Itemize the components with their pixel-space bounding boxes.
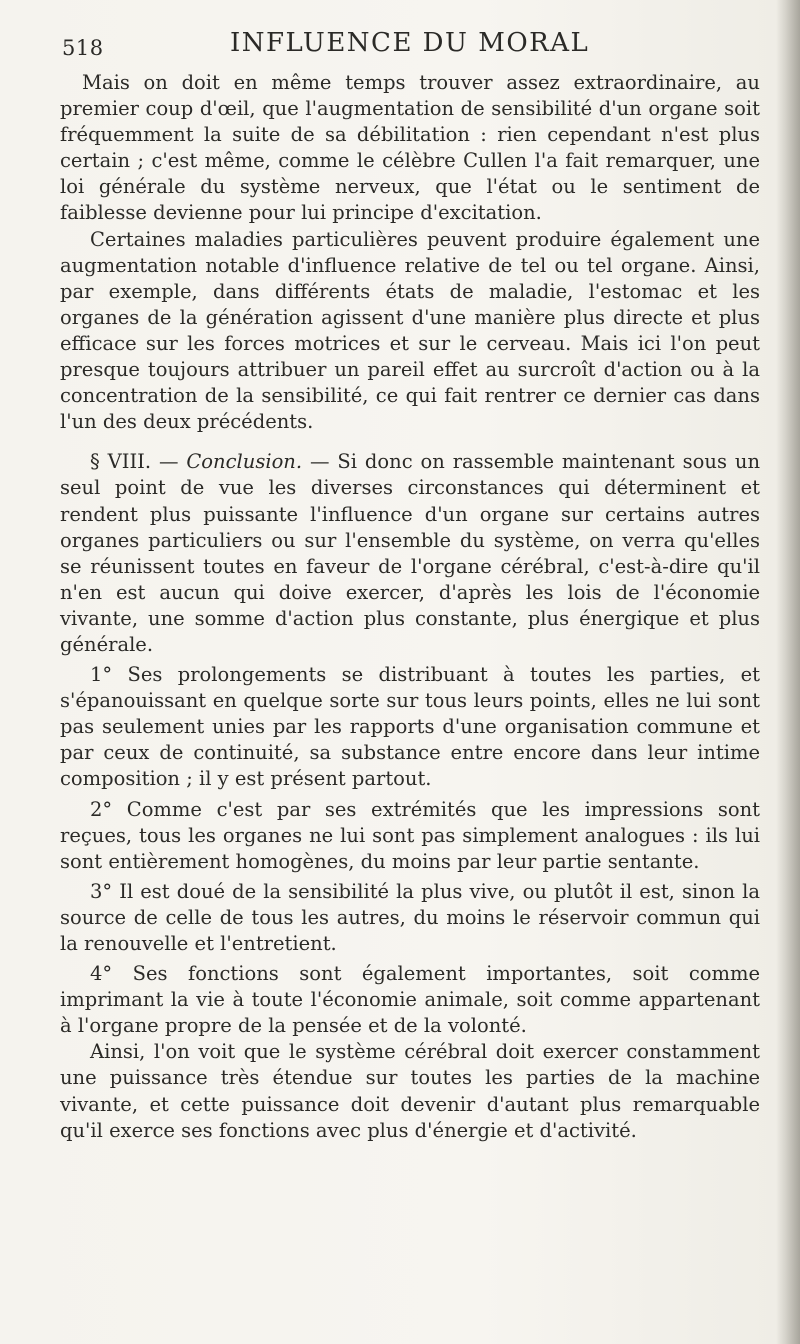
running-title: INFLUENCE DU MORAL [230,28,590,58]
numbered-point: 3° Il est doué de la sensibilité la plus vive, ou plutôt il est, sinon la source de celle de tous les autres, du moins le réservoir commun qui la renouvelle et l'entretient. [60,879,760,955]
section-number: § VIII. — [90,450,179,474]
closing-paragraph: Ainsi, l'on voit que le système cérébral doit exercer constamment une puissance très étendue sur toutes les parties de la machine vivante, et cette puissance doit devenir d'autant plus remarquable qu'il exerce ses fonctions avec plus d'énergie et d'activité. [60,1040,760,1142]
paragraph: Certaines maladies particulières peuvent produire également une augmentation notable d'influence relative de tel ou tel organe. Ainsi, par exemple, dans différents états de maladie, l'estomac et les organes de la génération agissent d'une manière plus directe et plus efficace sur les forces motrices et sur le cerveau. Mais ici l'on peut presque toujours attribuer un pareil effet au surcroît d'action ou à la concentration de la sensibilité, ce qui fait rentrer ce dernier cas dans l'un des deux précédents. [60,227,760,434]
section-text: — Si donc on rassemble maintenant sous un seul point de vue les diverses circonstances qui déterminent et rendent plus puissante l'influence d'un organe sur certains autres organes particuliers ou sur l'ensemble du système, on verra qu'elles se réunissent toutes en faveur de l'organe cérébral, c'est-à-dire qu'il n'en est aucun qui doive exercer, d'après les lois de l'économie vivante, une somme d'action plus constante, plus énergique et plus générale. [60,450,761,656]
paragraph: Mais on doit en même temps trouver assez extraordinaire, au premier coup d'œil, que l'augmentation de sensibilité d'un organe soit fréquemment la suite de sa débilitation : rien cependant n'est plus certain ; c'est même, comme le célèbre Cullen l'a fait remarquer, une loi générale du système nerveux, que l'état ou le sentiment de faiblesse devienne pour lui principe d'excitation. [60,71,760,225]
page-number: 518 [62,36,104,60]
page-edge-shadow [776,0,800,1344]
page-header [62,28,762,68]
section-paragraph [60,449,760,658]
numbered-point: 1° Ses prolongements se distribuant à toutes les parties, et s'épanouissant en quelque sorte sur tous leurs points, elles ne lui sont pas seulement unies par les rapports d'une organisation commune et par ceux de continuité, sa substance entre encore dans leur intime composition ; il y est présent partout. [60,663,760,791]
section-title: Conclusion. [186,450,303,474]
numbered-point: 2° Comme c'est par ses extrémités que les impressions sont reçues, tous les organes ne lui sont pas simplement analogues : ils lui sont entièrement homogènes, du moins par leur partie sentante. [60,797,760,873]
body-text [60,70,760,1144]
numbered-point: 4° Ses fonctions sont également importantes, soit comme imprimant la vie à toute l'économie animale, soit comme appartenant à l'organe propre de la pensée et de la volonté. [60,962,760,1038]
